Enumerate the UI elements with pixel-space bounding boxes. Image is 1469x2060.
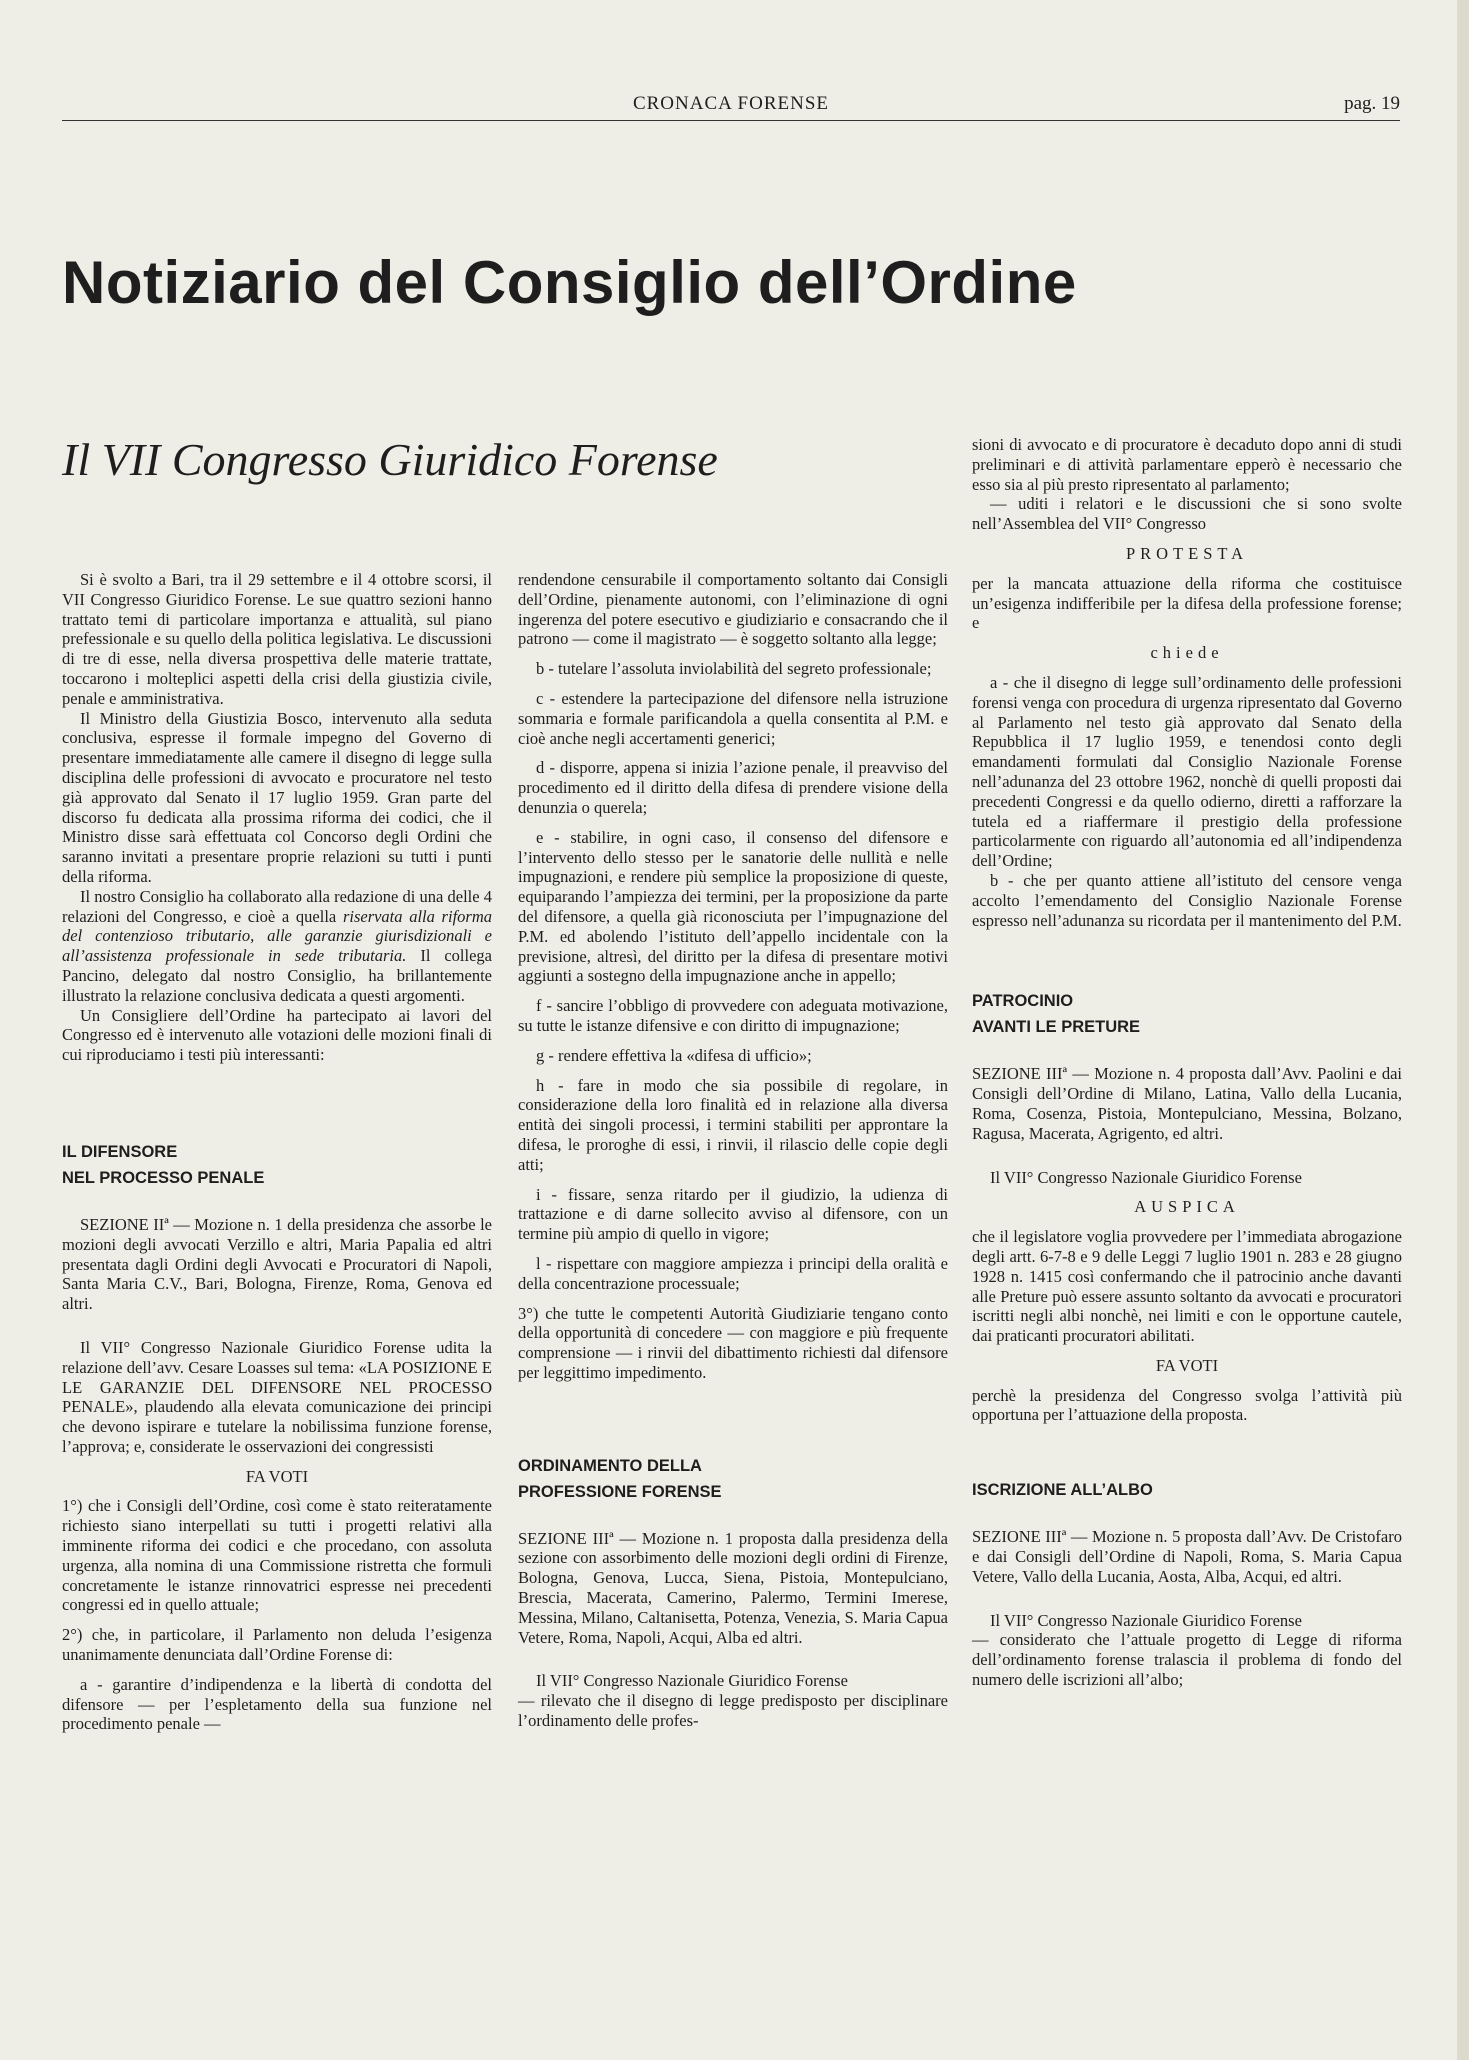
paragraph: b - tutelare l’assoluta inviolabilità del segreto professionale; (536, 659, 932, 679)
paragraph: Il VII° Congresso Nazionale Giuridico Forense (990, 1167, 1302, 1187)
paragraph: 3°) che tutte le competenti Autorità Giudiziarie tengano conto della opportunità di concedere — con maggiore e più frequente comprensione — i rinvii del dibattimento richiesti dal difensore per leggittimo impedimento. (518, 1303, 948, 1382)
paragraph: a - garantire d’indipendenza e la libertà di condotta del difensore — per l’espletamento della sua funzione nel procedimento penale — (62, 1674, 492, 1734)
paragraph: perchè la presidenza del Congresso svolga l’attività più opportuna per l’attuazione della proposta. (972, 1385, 1402, 1425)
paragraph: — considerato che l’attuale progetto di Legge di riforma dell’ordinamento forense tralascia il problema di fondo del numero delle iscrizioni all’albo; (972, 1630, 1402, 1690)
paragraph: — uditi i relatori e le discussioni che si sono svolte nell’Assemblea del VII° Congresso (972, 494, 1402, 534)
paragraph: i - fissare, senza ritardo per il giudizio, la udienza di trattazione e di darne sollecito avviso al difensore, con un termine più ampio di quello in vigore; (518, 1184, 948, 1244)
paragraph: SEZIONE IIIª — Mozione n. 1 proposta dalla presidenza della sezione con assorbimento delle mozioni degli ordini di Firenze, Bologna, Genova, Lucca, Siena, Pistoia, Montepulciano, Brescia, Macerata, Camerino, Palermo, Termini Imerese, Messina, Milano, Caltanisetta, Potenza, Venezia, S. Maria Capua Vetere, Roma, Napoli, Acqui, Alba ed altri. (518, 1528, 948, 1647)
running-title: CRONACA FORENSE (632, 93, 830, 114)
paragraph: e - stabilire, in ogni caso, il consenso del difensore e l’intervento dello stesso per le sanatorie delle nullità e nelle impugnazioni, e rendere più semplice la proposizione di queste, equiparando l’ampiezza dei termini, per la proposizione da parte del difensore, a quella già riconosciuta per l’impugnazione del P.M. ed abolendo l’istituto dell’appello incidentale con la previsione, altresì, del diritto per la difesa di presentare motivi aggiunti a sostegno della impugnazione anche in appello; (518, 827, 948, 986)
section-heading: PROFESSIONE FORENSE (518, 1482, 722, 1501)
paragraph: SEZIONE IIIª — Mozione n. 4 proposta dall’Avv. Paolini e dai Consigli dell’Ordine di Milano, Latina, Vallo della Lucania, Roma, Cosenza, Pistoia, Montepulciano, Messina, Bolzano, Ragusa, Macerata, Agrigento, ed altri. (972, 1064, 1402, 1143)
paragraph: Il Ministro della Giustizia Bosco, intervenuto alla seduta conclusiva, espresse il formale impegno del Governo di presentare immediatamente alle camere il disegno di legge sulla disciplina delle professioni di avvocato e procuratore nel testo già approvato dal Senato il 17 luglio 1959. Gran parte del discorso fu dedicata alla prossima riforma dei codici, che il Ministro disse sarà effettuata col Concorso degli Ordini che saranno invitati a presentare proprie relazioni su tutti i punti della riforma. (62, 708, 492, 886)
paragraph: f - sancire l’obbligo di provvedere con adeguata motivazione, su tutte le istanze difensive e con diritto di impugnazione; (518, 996, 948, 1035)
article-title: Il VII Congresso Giuridico Forense (62, 434, 718, 485)
paragraph: rendendone censurabile il comportamento soltanto dai Consigli dell’Ordine, pienamente autonomi, con l’eliminazione di ogni ingerenza del potere esecutivo e giudiziario e consacrando che il patrono — come il magistrato — è soggetto soltanto alla legge; (518, 570, 948, 649)
subheading: chiede (1150, 643, 1224, 663)
header-rule (62, 120, 1400, 121)
text-run: Il collega Pancino, delegato dal nostro Consiglio, ha brillantemente illustrato la relazione conclusiva dedicata a questi argomenti. (62, 946, 492, 1005)
page-number: pag. 19 (1344, 93, 1400, 114)
paragraph: SEZIONE IIIª — Mozione n. 5 proposta dall’Avv. De Cristofaro e dai Consigli dell’Ordine di Napoli, Roma, S. Maria Capua Vetere, Vallo della Lucania, Aosta, Alba, Acqui, ed altri. (972, 1527, 1402, 1586)
section-heading: NEL PROCESSO PENALE (62, 1168, 265, 1187)
section-heading: ORDINAMENTO DELLA (518, 1456, 702, 1475)
subheading: PROTESTA (1125, 543, 1249, 563)
subheading: AUSPICA (1134, 1197, 1240, 1217)
paragraph: h - fare in modo che sia possibile di regolare, in considerazione della loro finalità ed in relazione alla diversa entità dei singoli processi, i termini stabiliti per approntare la difesa, le proroghe di essi, i rinvii, il rilascio delle copie degli atti; (518, 1075, 948, 1174)
paragraph: 1°) che i Consigli dell’Ordine, così come è stato reiteratamente richiesto siano interpellati su tutti i progetti relativi alla imminente riforma dei codici e che procedano, con assoluta urgenza, alla nomina di una Commissione ristretta che formuli concretamente le istanze rinnovatrici espresse nei precedenti congressi ed in quello attuale; (62, 1496, 492, 1615)
column-middle (518, 570, 948, 1731)
italic-text: riservata alla riforma del contenzioso tributario, alle garanzie giurisdizionali e all’assistenza professionale in sede tributaria. (62, 906, 492, 966)
paragraph: g - rendere effettiva la «difesa di ufficio»; (536, 1045, 812, 1065)
column-right (972, 435, 1402, 1690)
paragraph: c - estendere la partecipazione del difensore nella istruzione sommaria e formale parificandola a quella consentita al P.M. e cioè anche negli accertamenti generici; (518, 688, 948, 748)
paragraph: — rilevato che il disegno di legge predisposto per disciplinare l’ordinamento delle profes- (518, 1691, 948, 1731)
subheading: FA VOTI (1155, 1355, 1219, 1375)
paragraph: a - che il disegno di legge sull’ordinamento delle professioni forensi venga con procedura di urgenza ripresentato dal Governo al Parlamento nel testo già approvato dal Senato della Repubblica il 17 luglio 1959, e tenendosi conto degli emandamenti formulati dal Consiglio Nazionale Forense nell’adunanza del 23 ottobre 1962, nonchè di quelli proposti dai precedenti Congressi e da quello odierno, diretti a rafforzare la tutela ed a riaffermare il prestigio della professione particolarmente con riguardo all’autonomia ed all’indipendenza dell’Ordine; (972, 672, 1402, 871)
paragraph: 2°) che, in particolare, il Parlamento non deluda l’esigenza unanimamente denunciata dall’Ordine Forense di: (62, 1625, 492, 1665)
paragraph (62, 887, 492, 1006)
section-heading: IL DIFENSORE (62, 1142, 178, 1161)
running-header (62, 93, 1400, 119)
paragraph: sioni di avvocato e di procuratore è decaduto dopo anni di studi preliminari e di attività parlamentare epperò è necessario che esso sia al più presto ripresentato al parlamento; (972, 435, 1402, 494)
section-heading: PATROCINIO (972, 992, 1074, 1011)
paragraph: d - disporre, appena si inizia l’azione penale, il preavviso del procedimento ed il diritto della difesa di prendere visione della denunzia o querela; (518, 758, 948, 817)
paragraph: Il VII° Congresso Nazionale Giuridico Forense (536, 1671, 848, 1691)
paragraph: per la mancata attuazione della riforma che costituisce un’esigenza indifferibile per la difesa della professione forense; e (972, 573, 1402, 633)
subheading: FA VOTI (245, 1466, 309, 1486)
paragraph: Si è svolto a Bari, tra il 29 settembre e il 4 ottobre scorsi, il VII Congresso Giuridico Forense. Le sue quattro sezioni hanno trattato temi di particolare importanza e attualità, sul piano prefessionale e su quello della politica legislativa. Le discussioni di tre di esse, nella diversa prospettiva delle materie trattate, toccarono i molteplici aspetti della crisi della giustizia civile, penale e amministrativa. (62, 570, 492, 708)
main-title: Notiziario del Consiglio dell’Ordine (62, 249, 1077, 316)
paragraph: SEZIONE IIª — Mozione n. 1 della presidenza che assorbe le mozioni degli avvocati Verzillo e altri, Maria Papalia ed altri presentata dagli Ordini degli Avvocati e Procuratori di Napoli, Santa Maria C.V., Bari, Bologna, Firenze, Roma, Genova ed altri. (62, 1214, 492, 1314)
paragraph: b - che per quanto attiene all’istituto del censore venga accolto l’emendamento del Consiglio Nazionale Forense espresso nell’adunanza su ricordata per il mantenimento del P.M. (972, 870, 1402, 930)
section-heading: AVANTI LE PRETURE (972, 1018, 1141, 1037)
page-edge (1457, 0, 1469, 2060)
paragraph: Un Consigliere dell’Ordine ha partecipato ai lavori del Congresso ed è intervenuto alle votazioni delle mozioni finali di cui riproduciamo i testi più interessanti: (62, 1005, 492, 1065)
section-heading: ISCRIZIONE ALL’ALBO (972, 1481, 1153, 1500)
paragraph: Il VII° Congresso Nazionale Giuridico Forense udita la relazione dell’avv. Cesare Loasses sul tema: «LA POSIZIONE E LE GARANZIE DEL DIFENSORE NEL PROCESSO PENALE», plaudendo alla elevata comunicazione dei principi che devono ispirare e tutelare la nobilissima funzione forense, l’approva; e, considerate le osservazioni dei congressisti (62, 1337, 492, 1456)
paragraph: l - rispettare con maggiore ampiezza i principi della oralità e della concentrazione processuale; (518, 1253, 948, 1293)
text-run: Il nostro Consiglio ha collaborato alla redazione di una delle 4 relazioni del Congresso, e cioè a quella (62, 886, 492, 926)
paragraph: Il VII° Congresso Nazionale Giuridico Forense (990, 1610, 1302, 1630)
paragraph: che il legislatore voglia provvedere per l’immediata abrogazione degli artt. 6-7-8 e 9 delle Leggi 7 luglio 1901 n. 283 e 28 giugno 1928 n. 1415 così confermando che il patrocinio anche davanti alle Preture può essere assunto soltanto da avvocati e procuratori iscritti negli albi nonchè, nei limiti e con le opportune cautele, dai praticanti procuratori abilitati. (972, 1227, 1402, 1346)
column-left (62, 570, 492, 1734)
